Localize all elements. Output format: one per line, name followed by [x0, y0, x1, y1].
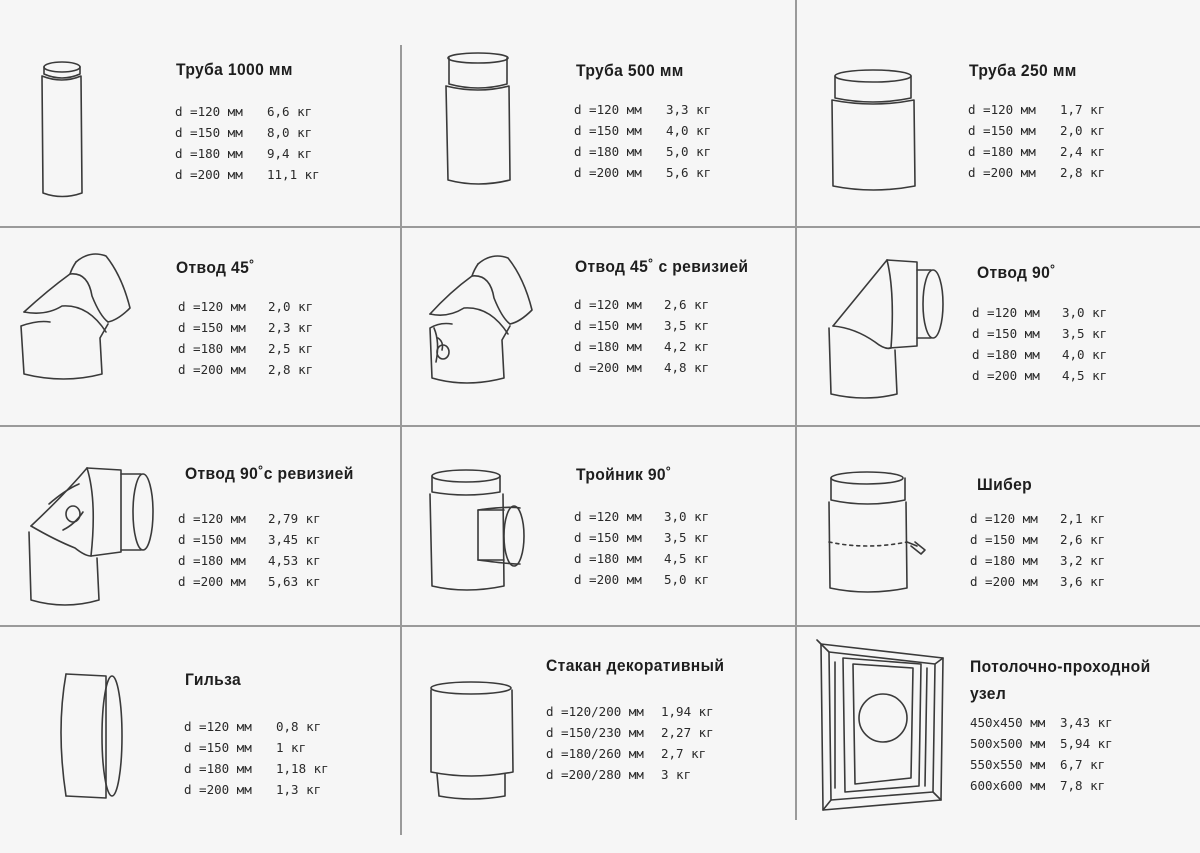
- spec-mass: 2,79 кг: [268, 511, 321, 526]
- spec-size: d =200 мм: [972, 368, 1040, 383]
- spec-row: [574, 315, 709, 336]
- spec-row: [970, 571, 1105, 592]
- spec-mass: 8,0 кг: [267, 125, 313, 140]
- spec-list: [574, 294, 709, 378]
- spec-row: [178, 529, 321, 550]
- spec-mass: 5,6 кг: [666, 165, 712, 180]
- spec-mass: 2,0 кг: [1060, 123, 1106, 138]
- spec-size: d =200 мм: [574, 572, 642, 587]
- spec-size: d =180 мм: [574, 339, 642, 354]
- pipe-500-icon: [440, 50, 530, 190]
- spec-mass: 2,8 кг: [268, 362, 314, 377]
- spec-mass: 2,6 кг: [1060, 532, 1106, 547]
- spec-size: d =150 мм: [178, 320, 246, 335]
- spec-mass: 3,0 кг: [1062, 305, 1108, 320]
- spec-mass: 4,0 кг: [666, 123, 712, 138]
- spec-row: [972, 302, 1107, 323]
- spec-list: [968, 99, 1105, 183]
- spec-row: [574, 569, 709, 590]
- product-title: Труба 1000 мм: [176, 60, 293, 79]
- spec-mass: 2,6 кг: [664, 297, 710, 312]
- spec-mass: 3,2 кг: [1060, 553, 1106, 568]
- spec-size: d =150 мм: [968, 123, 1036, 138]
- spec-mass: 1,3 кг: [276, 782, 322, 797]
- sleeve-icon: [52, 670, 132, 810]
- spec-row: [546, 764, 714, 785]
- spec-size: d =120 мм: [968, 102, 1036, 117]
- spec-size: d =150 мм: [574, 318, 642, 333]
- spec-mass: 4,2 кг: [664, 339, 710, 354]
- spec-size: d =150 мм: [972, 326, 1040, 341]
- spec-row: [178, 317, 313, 338]
- spec-row: [968, 141, 1105, 162]
- spec-mass: 11,1 кг: [267, 167, 320, 182]
- spec-list: [574, 506, 709, 590]
- spec-row: [574, 99, 711, 120]
- spec-size: d =180 мм: [574, 551, 642, 566]
- product-title: Стакан декоративный: [546, 656, 725, 675]
- spec-size: d =180 мм: [968, 144, 1036, 159]
- spec-mass: 2,1 кг: [1060, 511, 1106, 526]
- spec-size: d =120 мм: [574, 102, 642, 117]
- spec-mass: 2,5 кг: [268, 341, 314, 356]
- spec-mass: 2,27 кг: [661, 725, 714, 740]
- spec-mass: 2,8 кг: [1060, 165, 1106, 180]
- spec-row: [970, 529, 1105, 550]
- spec-row: [574, 294, 709, 315]
- spec-size: d =180 мм: [184, 761, 252, 776]
- tee-90-icon: [428, 468, 538, 598]
- spec-row: [972, 323, 1107, 344]
- spec-size: 450х450 мм: [970, 715, 1046, 730]
- decorative-cup-icon: [425, 680, 525, 810]
- spec-mass: 3,3 кг: [666, 102, 712, 117]
- spec-row: [970, 712, 1113, 733]
- spec-row: [546, 722, 714, 743]
- spec-row: [968, 99, 1105, 120]
- spec-list: [175, 101, 320, 185]
- spec-size: 600х600 мм: [970, 778, 1046, 793]
- spec-mass: 2,3 кг: [268, 320, 314, 335]
- spec-mass: 4,0 кг: [1062, 347, 1108, 362]
- spec-size: d =180 мм: [178, 553, 246, 568]
- spec-list: [574, 99, 711, 183]
- spec-row: [968, 120, 1105, 141]
- spec-row: [546, 743, 714, 764]
- spec-list: [184, 716, 329, 800]
- spec-mass: 3,5 кг: [1062, 326, 1108, 341]
- spec-mass: 0,8 кг: [276, 719, 322, 734]
- spec-mass: 1,94 кг: [661, 704, 714, 719]
- spec-size: d =200 мм: [970, 574, 1038, 589]
- spec-row: [968, 162, 1105, 183]
- spec-size: d =120 мм: [970, 511, 1038, 526]
- spec-size: d =200 мм: [574, 165, 642, 180]
- spec-mass: 6,7 кг: [1060, 757, 1106, 772]
- spec-size: d =120 мм: [175, 104, 243, 119]
- spec-list: [970, 508, 1105, 592]
- elbow-90-revision-icon: [25, 460, 165, 620]
- spec-row: [574, 162, 711, 183]
- spec-row: [574, 548, 709, 569]
- spec-size: d =200/280 мм: [546, 767, 644, 782]
- spec-mass: 3,5 кг: [664, 530, 710, 545]
- spec-list: [178, 296, 313, 380]
- spec-size: 550х550 мм: [970, 757, 1046, 772]
- spec-size: d =120 мм: [178, 299, 246, 314]
- spec-size: d =180 мм: [178, 341, 246, 356]
- spec-list: [972, 302, 1107, 386]
- spec-row: [972, 365, 1107, 386]
- spec-row: [175, 164, 320, 185]
- product-title: Отвод 90˚: [977, 263, 1056, 282]
- spec-size: d =200 мм: [178, 574, 246, 589]
- row-divider: [0, 625, 1200, 627]
- spec-mass: 3 кг: [661, 767, 692, 782]
- spec-size: d =150 мм: [184, 740, 252, 755]
- spec-row: [546, 701, 714, 722]
- spec-mass: 1,7 кг: [1060, 102, 1106, 117]
- pipe-1000-icon: [38, 58, 98, 203]
- elbow-45-revision-icon: [420, 252, 540, 397]
- column-divider: [400, 45, 402, 835]
- spec-row: [970, 754, 1113, 775]
- spec-mass: 5,63 кг: [268, 574, 321, 589]
- ceiling-unit-icon: [815, 638, 950, 813]
- spec-size: d =120/200 мм: [546, 704, 644, 719]
- spec-mass: 7,8 кг: [1060, 778, 1106, 793]
- spec-row: [178, 571, 321, 592]
- spec-mass: 9,4 кг: [267, 146, 313, 161]
- product-title: Отвод 90˚с ревизией: [185, 464, 354, 483]
- spec-size: 500х500 мм: [970, 736, 1046, 751]
- spec-mass: 3,43 кг: [1060, 715, 1113, 730]
- spec-size: d =180/260 мм: [546, 746, 644, 761]
- spec-mass: 3,5 кг: [664, 318, 710, 333]
- spec-mass: 4,53 кг: [268, 553, 321, 568]
- spec-size: d =150 мм: [574, 123, 642, 138]
- spec-size: d =150 мм: [178, 532, 246, 547]
- spec-row: [574, 527, 709, 548]
- product-title: Гильза: [185, 670, 242, 689]
- spec-mass: 2,7 кг: [661, 746, 707, 761]
- spec-mass: 5,0 кг: [664, 572, 710, 587]
- spec-row: [184, 779, 329, 800]
- spec-mass: 3,6 кг: [1060, 574, 1106, 589]
- spec-row: [574, 357, 709, 378]
- spec-row: [574, 141, 711, 162]
- spec-row: [178, 296, 313, 317]
- spec-size: d =180 мм: [970, 553, 1038, 568]
- elbow-90-icon: [825, 252, 955, 402]
- product-title: Труба 250 мм: [969, 61, 1077, 80]
- spec-size: d =120 мм: [178, 511, 246, 526]
- damper-icon: [825, 470, 945, 600]
- spec-row: [178, 338, 313, 359]
- spec-row: [574, 120, 711, 141]
- spec-size: d =150 мм: [970, 532, 1038, 547]
- spec-size: d =200 мм: [184, 782, 252, 797]
- spec-size: d =150 мм: [574, 530, 642, 545]
- spec-mass: 6,6 кг: [267, 104, 313, 119]
- spec-mass: 4,5 кг: [1062, 368, 1108, 383]
- spec-list: [546, 701, 714, 785]
- product-title: Шибер: [977, 475, 1033, 494]
- pipe-250-icon: [825, 68, 925, 198]
- spec-size: d =120 мм: [184, 719, 252, 734]
- spec-mass: 3,45 кг: [268, 532, 321, 547]
- elbow-45-icon: [18, 250, 138, 395]
- spec-row: [574, 506, 709, 527]
- spec-row: [178, 508, 321, 529]
- spec-row: [970, 733, 1113, 754]
- spec-row: [972, 344, 1107, 365]
- spec-mass: 1 кг: [276, 740, 307, 755]
- spec-size: d =200 мм: [178, 362, 246, 377]
- product-title: Отвод 45˚: [176, 258, 255, 277]
- spec-row: [178, 359, 313, 380]
- product-title: Тройник 90˚: [576, 465, 672, 484]
- spec-size: d =120 мм: [972, 305, 1040, 320]
- spec-row: [184, 716, 329, 737]
- spec-mass: 1,18 кг: [276, 761, 329, 776]
- product-title: Потолочно-проходной узел: [970, 657, 1151, 703]
- spec-size: d =180 мм: [972, 347, 1040, 362]
- spec-size: d =150 мм: [175, 125, 243, 140]
- spec-size: d =180 мм: [574, 144, 642, 159]
- spec-row: [175, 122, 320, 143]
- spec-row: [178, 550, 321, 571]
- spec-row: [175, 101, 320, 122]
- spec-row: [970, 508, 1105, 529]
- spec-mass: 5,0 кг: [666, 144, 712, 159]
- spec-row: [184, 758, 329, 779]
- row-divider: [0, 425, 1200, 427]
- spec-list: [178, 508, 321, 592]
- spec-size: d =200 мм: [175, 167, 243, 182]
- spec-mass: 4,5 кг: [664, 551, 710, 566]
- spec-mass: 3,0 кг: [664, 509, 710, 524]
- spec-size: d =150/230 мм: [546, 725, 644, 740]
- column-divider: [795, 0, 797, 820]
- product-title: Труба 500 мм: [576, 61, 684, 80]
- spec-row: [175, 143, 320, 164]
- spec-mass: 2,0 кг: [268, 299, 314, 314]
- spec-mass: 5,94 кг: [1060, 736, 1113, 751]
- spec-list: [970, 712, 1113, 796]
- spec-row: [574, 336, 709, 357]
- product-title: Отвод 45˚ с ревизией: [575, 257, 749, 276]
- spec-row: [970, 550, 1105, 571]
- spec-size: d =200 мм: [574, 360, 642, 375]
- spec-row: [184, 737, 329, 758]
- row-divider: [0, 226, 1200, 228]
- spec-size: d =180 мм: [175, 146, 243, 161]
- spec-mass: 2,4 кг: [1060, 144, 1106, 159]
- spec-size: d =200 мм: [968, 165, 1036, 180]
- spec-size: d =120 мм: [574, 297, 642, 312]
- spec-row: [970, 775, 1113, 796]
- spec-size: d =120 мм: [574, 509, 642, 524]
- spec-mass: 4,8 кг: [664, 360, 710, 375]
